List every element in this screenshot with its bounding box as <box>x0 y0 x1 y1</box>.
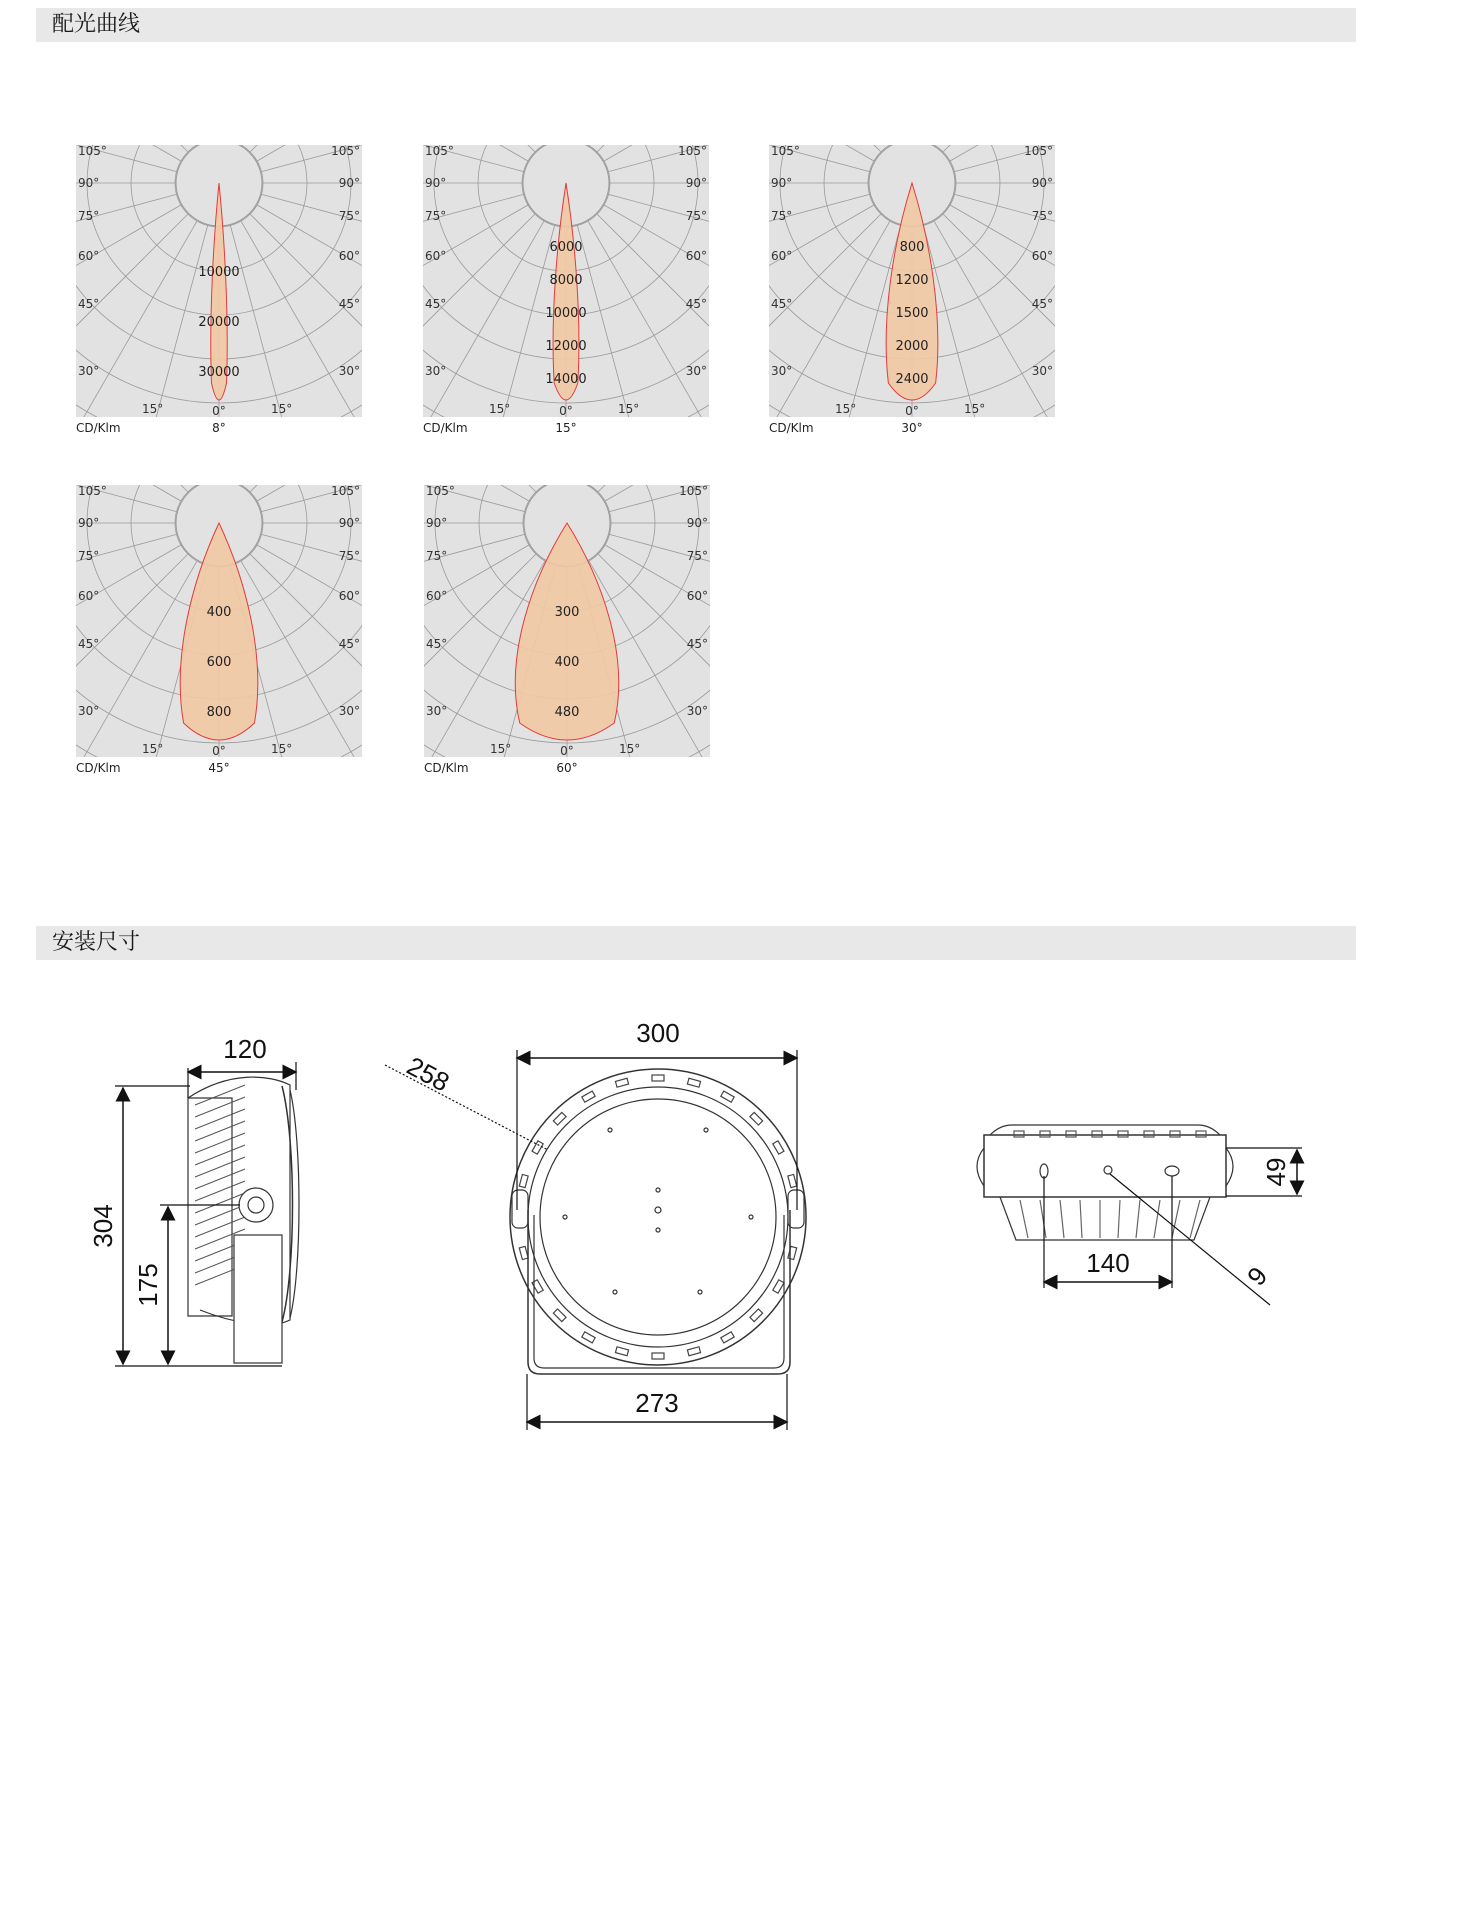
angle-label-left: 60° <box>425 249 447 263</box>
angle-label-15-left: 15° <box>142 742 164 756</box>
angle-label-right: 60° <box>338 589 360 603</box>
ring-value-label: 8000 <box>549 273 583 288</box>
angle-label-left: 75° <box>426 549 448 563</box>
angle-label-15-right: 15° <box>271 742 293 756</box>
ring-value-label: 600 <box>206 655 232 670</box>
angle-label-15-right: 15° <box>619 742 641 756</box>
ring-value-label: 480 <box>554 705 580 720</box>
angle-label-15-right: 15° <box>271 402 293 416</box>
ring-value-label: 6000 <box>549 240 583 255</box>
angle-label-right: 90° <box>338 516 360 530</box>
angle-label-right: 30° <box>1031 364 1053 378</box>
front-view <box>385 1050 806 1430</box>
angle-label-left: 90° <box>426 516 448 530</box>
ring-value-label: 800 <box>206 705 232 720</box>
beam-angle-label: 8° <box>212 421 226 435</box>
angle-label-left: 45° <box>78 297 100 311</box>
angle-label-right: 30° <box>338 364 360 378</box>
dim-hole-spacing: 140 <box>1086 1248 1130 1278</box>
angle-label-left: 75° <box>78 209 100 223</box>
angle-label-right: 75° <box>686 549 708 563</box>
angle-label-right: 60° <box>686 589 708 603</box>
dim-outer-width: 300 <box>636 1018 680 1048</box>
angle-label-left: 75° <box>771 209 793 223</box>
ring-value-label: 20000 <box>198 315 240 330</box>
angle-label-15-left: 15° <box>489 402 511 416</box>
angle-label-left: 30° <box>426 704 448 718</box>
dim-diameter: 258 <box>402 1050 455 1098</box>
angle-label-left: 60° <box>78 589 100 603</box>
angle-label-left: 60° <box>426 589 448 603</box>
angle-label-right: 75° <box>338 549 360 563</box>
ring-value-label: 400 <box>206 605 232 620</box>
beam-angle-label: 30° <box>901 421 923 435</box>
ring-value-label: 10000 <box>545 306 587 321</box>
angle-label-left: 45° <box>771 297 793 311</box>
unit-label: CD/Klm <box>76 421 121 435</box>
angle-label-0: 0° <box>212 744 226 757</box>
angle-label-left: 90° <box>78 176 100 190</box>
side-view <box>115 1062 299 1366</box>
angle-label-right: 30° <box>685 364 707 378</box>
angle-label-left: 90° <box>78 516 100 530</box>
angle-label-left: 30° <box>771 364 793 378</box>
ring-value-label: 30000 <box>198 365 240 380</box>
angle-label-right: 105° <box>678 145 707 158</box>
angle-label-left: 30° <box>425 364 447 378</box>
dim-depth: 120 <box>223 1034 267 1064</box>
ring-value-label: 14000 <box>545 372 587 387</box>
angle-label-left: 60° <box>78 249 100 263</box>
beam-angle-label: 60° <box>556 761 578 775</box>
angle-label-right: 75° <box>1031 209 1053 223</box>
angle-label-left: 45° <box>426 637 448 651</box>
dim-hole-dia: 9 <box>1240 1261 1274 1292</box>
angle-label-right: 60° <box>1031 249 1053 263</box>
angle-label-left: 75° <box>78 549 100 563</box>
angle-label-15-left: 15° <box>142 402 164 416</box>
angle-label-left: 105° <box>78 145 107 158</box>
angle-label-left: 75° <box>425 209 447 223</box>
angle-label-right: 75° <box>685 209 707 223</box>
angle-label-right: 75° <box>338 209 360 223</box>
angle-label-0: 0° <box>559 404 573 417</box>
angle-label-right: 90° <box>1031 176 1053 190</box>
angle-label-0: 0° <box>560 744 574 757</box>
ring-value-label: 800 <box>899 240 925 255</box>
angle-label-left: 105° <box>426 485 455 498</box>
ring-value-label: 1500 <box>895 306 929 321</box>
angle-label-right: 45° <box>1031 297 1053 311</box>
dim-bracket-width: 273 <box>635 1388 679 1418</box>
angle-label-right: 105° <box>1024 145 1053 158</box>
angle-label-right: 105° <box>331 485 360 498</box>
angle-label-right: 45° <box>338 637 360 651</box>
angle-label-left: 30° <box>78 364 100 378</box>
ring-value-label: 2400 <box>895 372 929 387</box>
ring-value-label: 2000 <box>895 339 929 354</box>
dim-height: 304 <box>88 1204 118 1248</box>
ring-value-label: 1200 <box>895 273 929 288</box>
unit-label: CD/Klm <box>76 761 121 775</box>
angle-label-right: 30° <box>686 704 708 718</box>
angle-label-15-left: 15° <box>835 402 857 416</box>
dim-mount-height: 175 <box>133 1263 163 1307</box>
angle-label-right: 105° <box>679 485 708 498</box>
angle-label-right: 30° <box>338 704 360 718</box>
ring-value-label: 300 <box>554 605 580 620</box>
angle-label-left: 45° <box>425 297 447 311</box>
angle-label-right: 60° <box>338 249 360 263</box>
angle-label-left: 30° <box>78 704 100 718</box>
angle-label-right: 90° <box>338 176 360 190</box>
angle-label-15-left: 15° <box>490 742 512 756</box>
angle-label-right: 90° <box>685 176 707 190</box>
beam-angle-label: 45° <box>208 761 230 775</box>
angle-label-15-right: 15° <box>618 402 640 416</box>
angle-label-left: 60° <box>771 249 793 263</box>
section-title: 配光曲线 <box>52 12 141 37</box>
dim-thickness: 49 <box>1261 1157 1291 1187</box>
angle-label-right: 45° <box>685 297 707 311</box>
angle-label-15-right: 15° <box>964 402 986 416</box>
angle-label-0: 0° <box>212 404 226 417</box>
angle-label-right: 105° <box>331 145 360 158</box>
angle-label-left: 90° <box>771 176 793 190</box>
section-title: 安装尺寸 <box>52 930 141 955</box>
angle-label-left: 45° <box>78 637 100 651</box>
angle-label-left: 105° <box>771 145 800 158</box>
angle-label-left: 105° <box>425 145 454 158</box>
ring-value-label: 12000 <box>545 339 587 354</box>
unit-label: CD/Klm <box>769 421 814 435</box>
unit-label: CD/Klm <box>423 421 468 435</box>
angle-label-right: 60° <box>685 249 707 263</box>
angle-label-right: 45° <box>338 297 360 311</box>
angle-label-left: 90° <box>425 176 447 190</box>
ring-value-label: 10000 <box>198 265 240 280</box>
angle-label-right: 90° <box>686 516 708 530</box>
ring-value-label: 400 <box>554 655 580 670</box>
angle-label-0: 0° <box>905 404 919 417</box>
angle-label-left: 105° <box>78 485 107 498</box>
unit-label: CD/Klm <box>424 761 469 775</box>
beam-angle-label: 15° <box>555 421 577 435</box>
angle-label-right: 45° <box>686 637 708 651</box>
